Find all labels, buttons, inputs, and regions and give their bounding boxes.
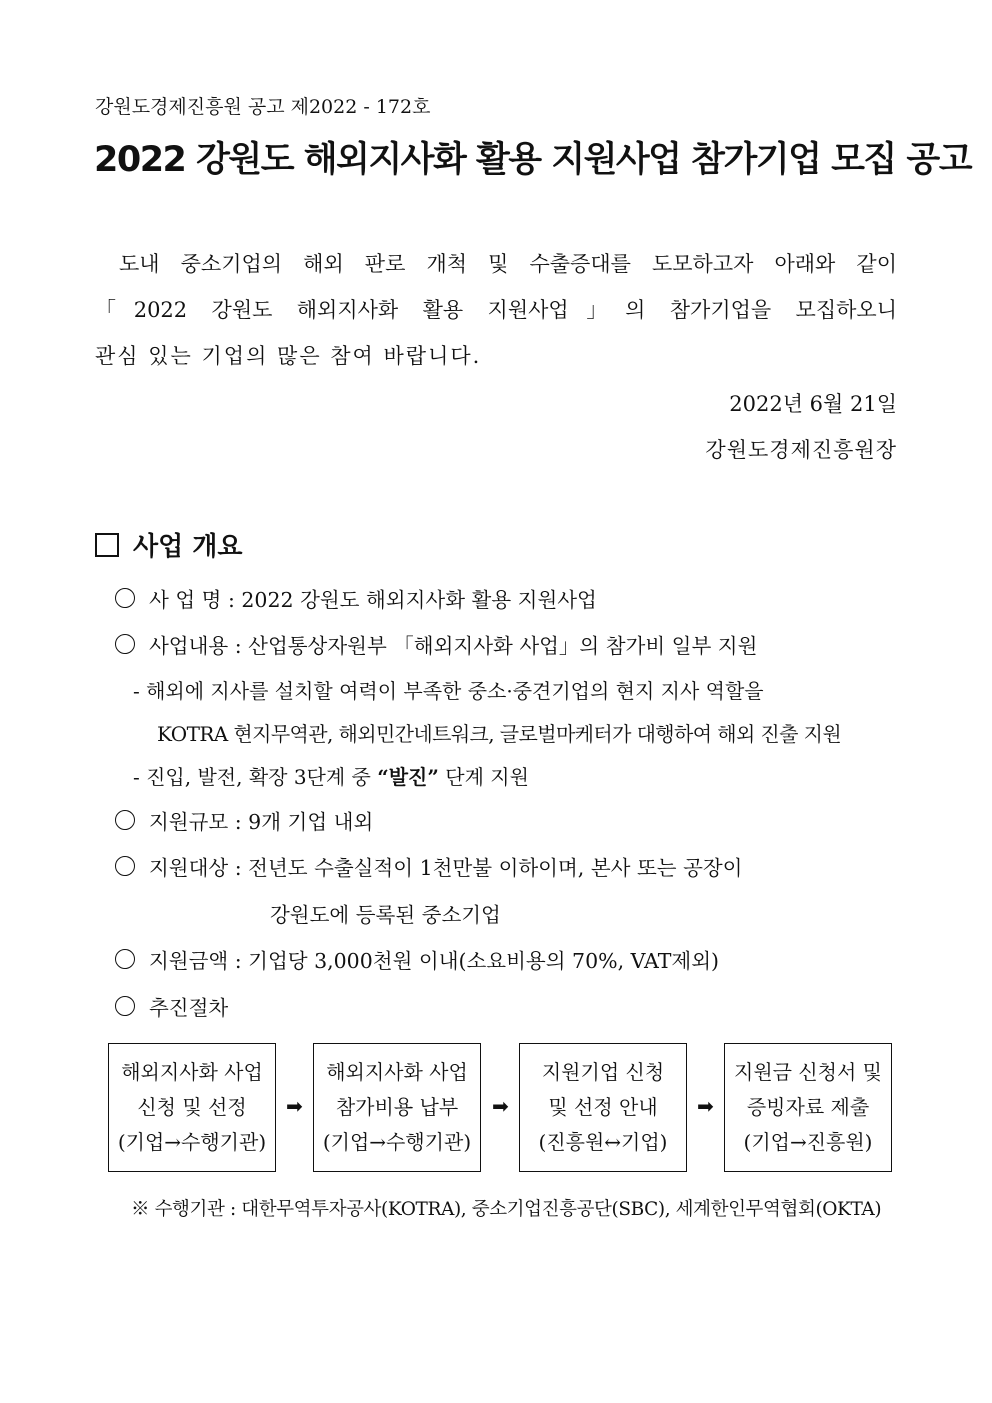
flow-step-1	[108, 1043, 276, 1172]
detail-line-2	[133, 761, 529, 790]
item-project-name	[115, 583, 597, 613]
item-procedure	[115, 991, 228, 1021]
target-line-2: 강원도에 등록된 중소기업	[270, 903, 501, 927]
page-title: 2022 강원도 해외지사화 활용 지원사업 참가기업 모집 공고	[94, 140, 972, 180]
flow-step-line: 참가비용 납부	[335, 1095, 459, 1119]
stage-highlight: “발진”	[377, 765, 439, 789]
item-text: 사 업 명 : 2022 강원도 해외지사화 활용 지원사업	[149, 588, 597, 612]
circle-bullet-icon	[115, 996, 135, 1016]
flow-step-line: 및 선정 안내	[548, 1095, 658, 1119]
circle-bullet-icon	[115, 588, 135, 608]
flow-arrow-icon: ➡	[697, 1094, 714, 1118]
flow-arrow-icon: ➡	[286, 1094, 303, 1118]
item-text: 사업내용 : 산업통상자원부 「해외지사화 사업」의 참가비 일부 지원	[149, 634, 758, 658]
intro-line-2: 「2022 강원도 해외지사화 활용 지원사업」의 참가기업을 모집하오니	[95, 298, 897, 322]
flow-step-3	[519, 1043, 687, 1172]
signer: 강원도경제진흥원장	[705, 438, 897, 462]
circle-bullet-icon	[115, 810, 135, 830]
circle-bullet-icon	[115, 856, 135, 876]
flow-step-line: (기업→수행기관)	[117, 1130, 267, 1154]
section-heading	[95, 526, 243, 563]
footnote: ※ 수행기관 : 대한무역투자공사(KOTRA), 중소기업진흥공단(SBC), 세계한인무역협회(OKTA)	[131, 1199, 882, 1220]
notice-number: 강원도경제진흥원 공고 제2022 - 172호	[95, 96, 431, 118]
flow-arrow-icon: ➡	[492, 1094, 509, 1118]
flow-step-line: 해외지사화 사업	[121, 1060, 263, 1084]
flow-step-line: (진흥원↔기업)	[538, 1130, 668, 1154]
circle-bullet-icon	[115, 949, 135, 969]
flow-step-line: 신청 및 선정	[137, 1095, 247, 1119]
item-target	[115, 851, 742, 881]
notice-date: 2022년 6월 21일	[729, 392, 897, 416]
flow-step-line: 지원금 신청서 및	[734, 1060, 882, 1084]
flow-step-line: 지원기업 신청	[541, 1060, 665, 1084]
item-scale	[115, 805, 373, 835]
item-text: 지원금액 : 기업당 3,000천원 이내(소요비용의 70%, VAT제외)	[149, 949, 719, 973]
detail-text: - 진입, 발전, 확장 3단계 중	[133, 765, 378, 789]
detail-line-1b: KOTRA 현지무역관, 해외민간네트워크, 글로벌마케터가 대행하여 해외 진출 지원	[157, 722, 842, 746]
item-text: 지원규모 : 9개 기업 내외	[149, 810, 374, 834]
circle-bullet-icon	[115, 634, 135, 654]
item-content	[115, 629, 757, 659]
flow-step-2	[313, 1043, 481, 1172]
intro-line-3: 관심 있는 기업의 많은 참여 바랍니다.	[95, 344, 482, 368]
item-text: 지원대상 : 전년도 수출실적이 1천만불 이하이며, 본사 또는 공장이	[149, 856, 743, 880]
checkbox-square-icon	[95, 533, 119, 557]
flow-step-line: (기업→진흥원)	[743, 1130, 873, 1154]
detail-line-1a: - 해외에 지사를 설치할 여력이 부족한 중소·중견기업의 현지 지사 역할을	[133, 679, 764, 703]
item-text: 추진절차	[149, 996, 229, 1020]
flow-step-line: 해외지사화 사업	[326, 1060, 468, 1084]
intro-line-1: 도내 중소기업의 해외 판로 개척 및 수출증대를 도모하고자 아래와 같이	[119, 252, 897, 276]
detail-text: 단계 지원	[438, 765, 529, 789]
section-heading-label: 사업 개요	[133, 532, 243, 562]
flow-step-4	[724, 1043, 892, 1172]
item-amount	[115, 944, 719, 974]
flow-step-line: 증빙자료 제출	[746, 1095, 870, 1119]
flow-step-line: (기업→수행기관)	[322, 1130, 472, 1154]
